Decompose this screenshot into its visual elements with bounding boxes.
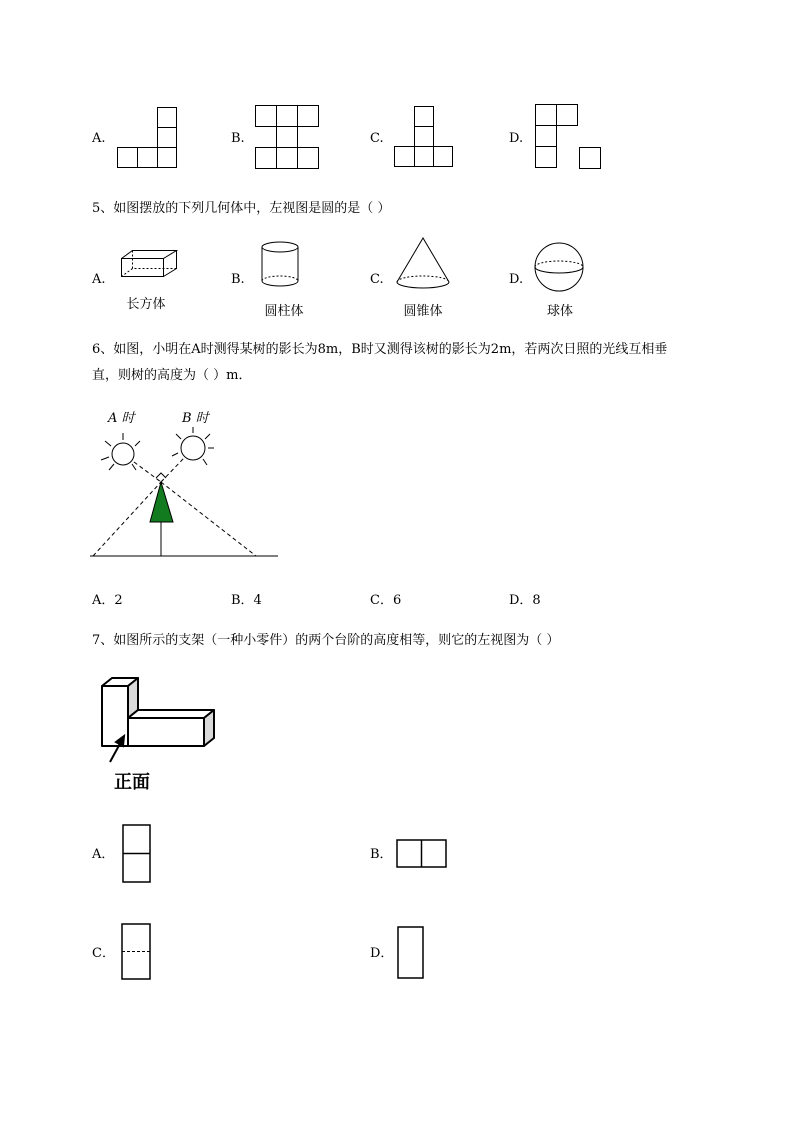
q5-option-d-label: D.	[509, 272, 524, 287]
q4-option-a-label: A.	[92, 131, 106, 146]
sun-a-label: A 时	[108, 411, 135, 426]
tree-shadow-diagram	[90, 425, 282, 561]
q7-option-a-label: A．	[92, 847, 115, 862]
q4-option-d-label: D.	[509, 131, 524, 146]
bracket-3d-figure	[100, 676, 220, 754]
sun-b-icon	[181, 436, 205, 460]
q7-option-c-label: C．	[92, 946, 115, 961]
q4-option-c-label: C.	[370, 131, 384, 146]
q6-option-d: D．8	[509, 593, 541, 608]
q5-sphere-caption: 球体	[546, 304, 573, 319]
tree-icon	[150, 482, 173, 522]
front-label: 正面	[114, 772, 150, 793]
q4-option-c-figure	[394, 106, 454, 168]
q5-option-c-label: C.	[370, 272, 384, 287]
q5-cuboid-figure	[120, 249, 180, 279]
q5-cone-figure	[396, 237, 452, 293]
q4-option-a-figure	[117, 107, 177, 169]
q5-option-b-label: B.	[231, 272, 245, 287]
q7-option-d-label: D．	[370, 946, 394, 961]
q4-option-b-label: B.	[231, 131, 245, 146]
q7-question: 7、如图所示的支架（一种小零件）的两个台阶的高度相等，则它的左视图为（ ）	[92, 633, 560, 648]
q6-question-line2: 直，则树的高度为（ ）m．	[92, 368, 252, 383]
q4-option-d-figure	[535, 104, 603, 170]
q7-option-b-figure	[396, 839, 448, 869]
q6-option-a: A．2	[92, 593, 123, 608]
q6-question-line1: 6、如图，小明在A时测得某树的影长为8m，B时又测得该树的影长为2m，若两次日照的光线互相垂	[92, 342, 668, 357]
q4-option-b-figure	[255, 105, 319, 169]
q5-option-a-label: A.	[92, 272, 106, 287]
q7-option-c-figure	[121, 923, 153, 981]
q7-option-a-figure	[122, 824, 152, 884]
q5-sphere-figure	[533, 242, 587, 296]
q7-option-b-label: B．	[370, 847, 393, 862]
q6-option-b: B．4	[231, 593, 262, 608]
q5-cone-caption: 圆锥体	[403, 304, 443, 319]
q7-option-d-figure	[397, 926, 425, 980]
q5-cylinder-figure	[260, 241, 300, 291]
q5-question: 5、如图摆放的下列几何体中，左视图是圆的是（ ）	[92, 201, 391, 216]
q5-cuboid-caption: 长方体	[126, 297, 166, 312]
q5-cylinder-caption: 圆柱体	[264, 304, 304, 319]
sun-a-icon	[112, 443, 134, 465]
q6-option-c: C．6	[370, 593, 402, 608]
sun-b-label: B 时	[182, 411, 209, 426]
